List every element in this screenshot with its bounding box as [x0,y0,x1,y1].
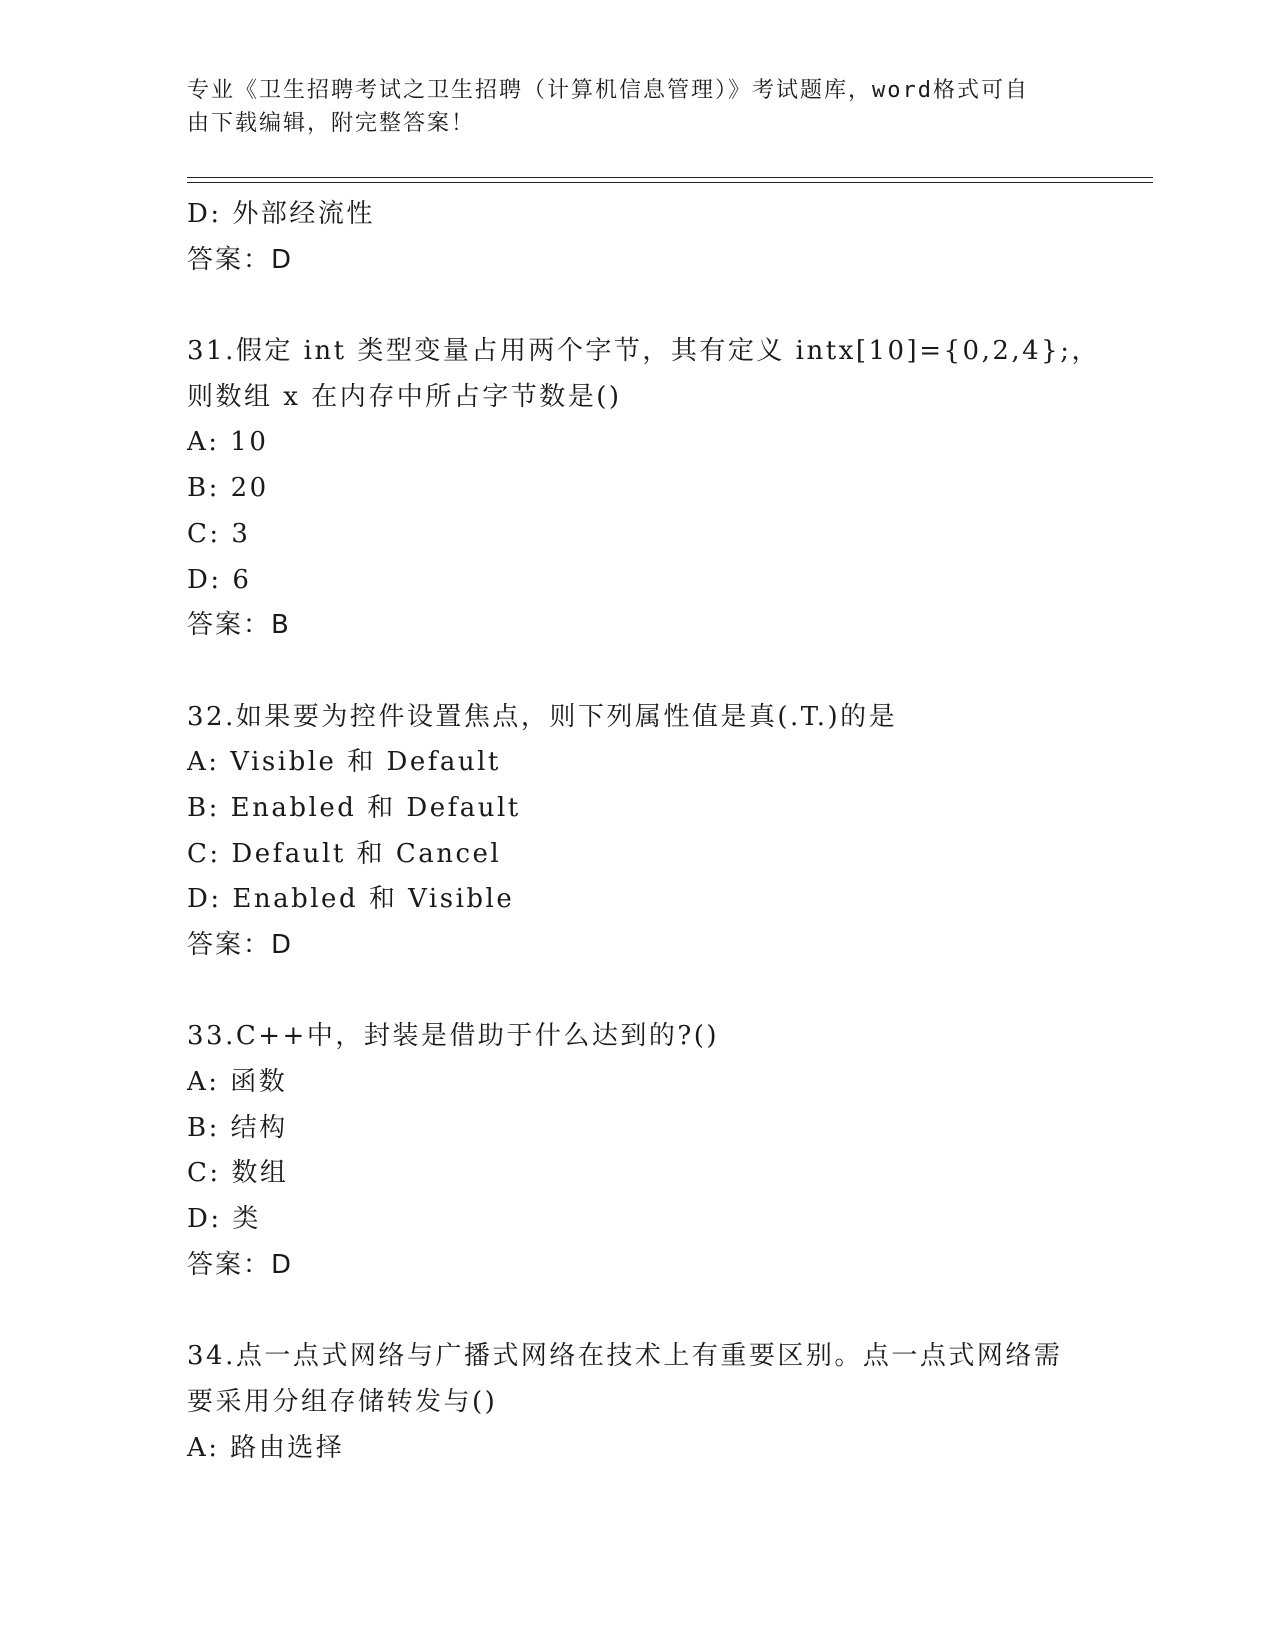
option-c: C: Default 和 Cancel [187,838,502,869]
option-d: D: 类 [187,1204,261,1235]
question-stem-continued: 则数组 x 在内存中所占字节数是() [187,381,622,412]
answer-line: 答案：D [187,1249,294,1280]
option-a: A: 10 [187,427,269,458]
header-divider-top [187,177,1153,178]
question-stem: 32.如果要为控件设置焦点，则下列属性值是真(.T.)的是 [187,701,898,732]
question-stem: 31.假定 int 类型变量占用两个字节，其有定义 intx[10]={0,2,4};， [187,336,1100,367]
spacer [187,649,1087,695]
spacer [187,1289,1087,1335]
option-d: D: 外部经流性 [187,199,375,229]
question-stem-continued: 要采用分组存储转发与() [187,1386,498,1417]
option-c: C: 3 [187,518,251,549]
option-d: D: 6 [187,564,252,595]
document-header [187,74,1087,140]
option-a: A: Visible 和 Default [187,747,501,778]
spacer [187,969,1087,1015]
option-d: D: Enabled 和 Visible [187,884,515,915]
option-b: B: Enabled 和 Default [187,792,521,823]
answer-line: 答案：D [187,244,294,275]
option-a: A: 路由选择 [187,1432,345,1463]
option-b: B: 结构 [187,1112,288,1143]
question-list [187,192,1100,1471]
spacer [187,283,1087,329]
header-divider-bottom [187,182,1153,183]
answer-line: 答案：D [187,930,294,960]
question-stem: 33.C++中，封装是借助于什么达到的?() [187,1021,720,1052]
option-a: A: 函数 [187,1067,288,1098]
option-b: B: 20 [187,473,269,504]
question-stem: 34.点一点式网络与广播式网络在技术上有重要区别。点一点式网络需 [187,1341,1063,1372]
answer-line: 答案：B [187,610,291,641]
header-line-2: 由下载编辑，附完整答案！ [187,111,476,136]
option-c: C: 数组 [187,1158,289,1189]
header-line-1: 专业《卫生招聘考试之卫生招聘（计算机信息管理）》考试题库，word格式可自 [187,78,1029,103]
